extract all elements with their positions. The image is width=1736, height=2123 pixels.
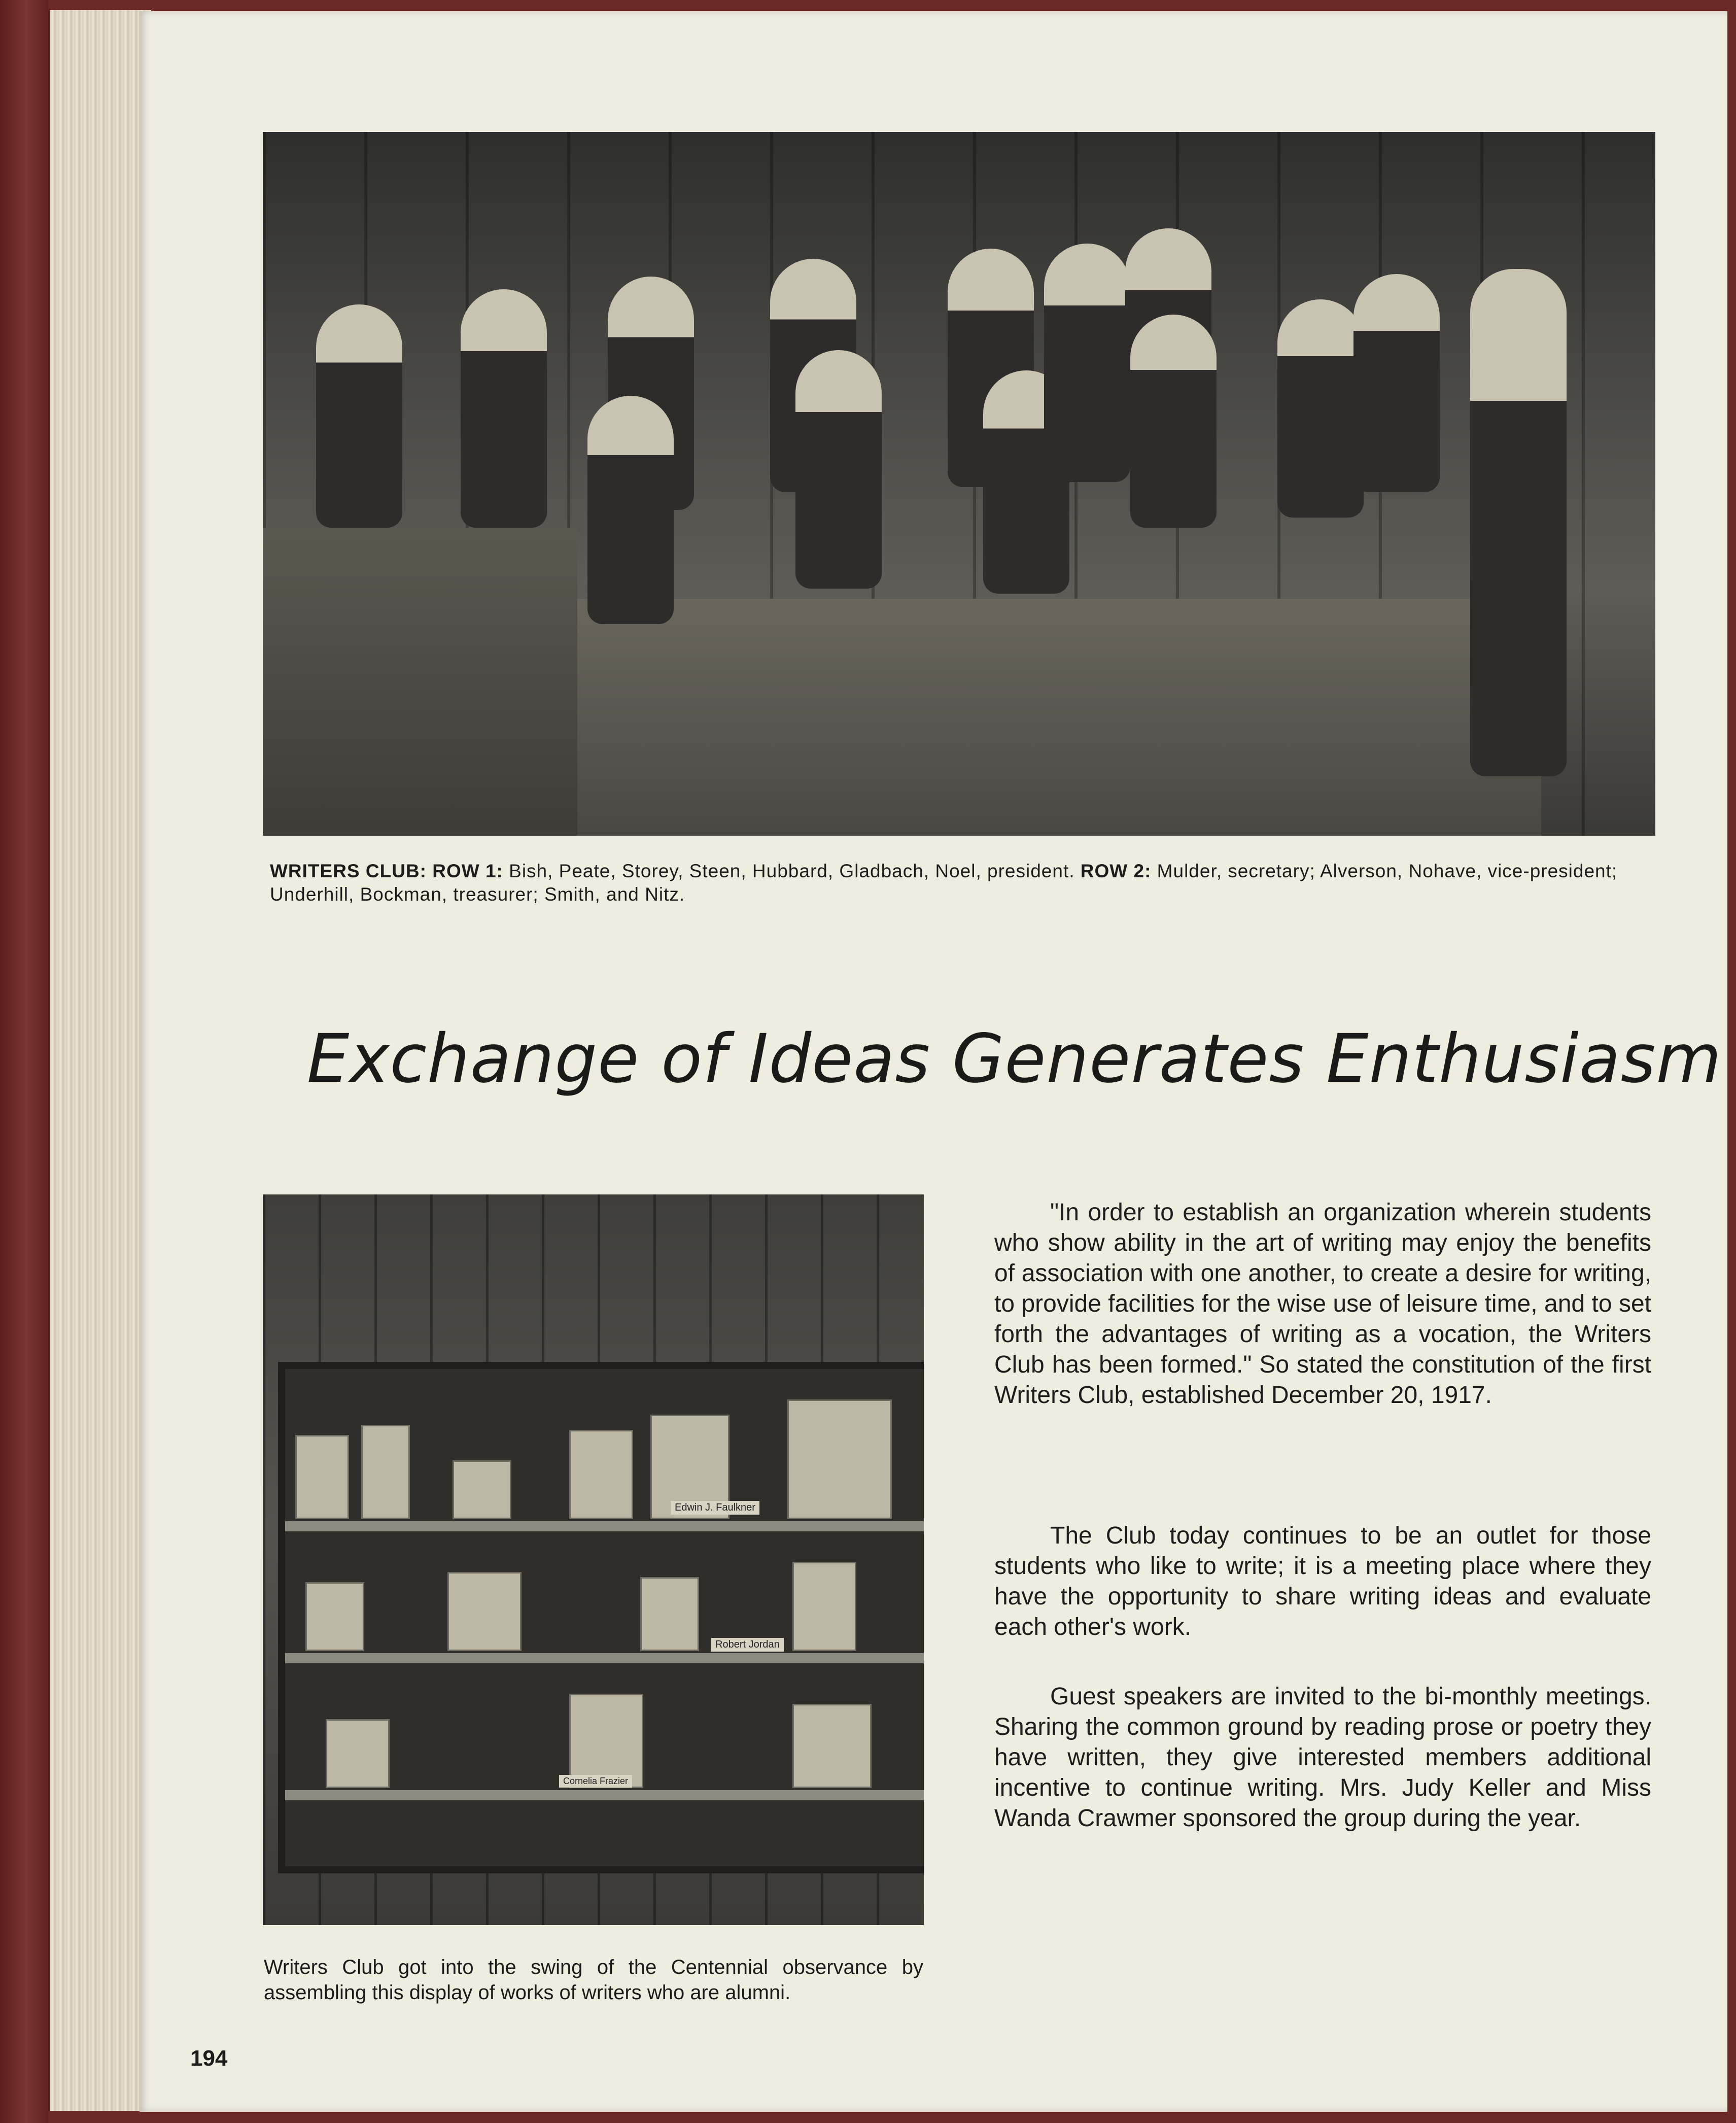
- book: [569, 1430, 633, 1519]
- body-paragraph: The Club today continues to be an outlet for those students who like to write; it is a meeting place where they have the opportunity to share writing ideas and evaluate each other's work.: [994, 1522, 1651, 1640]
- page-number: 194: [190, 2046, 228, 2071]
- page-edges: [48, 10, 151, 2111]
- display-label: Cornelia Frazier: [559, 1775, 632, 1788]
- student-figure: [1130, 315, 1217, 528]
- display-photo-caption: Writers Club got into the swing of the Centennial observance by assembling this display of works of writers who are alumni.: [264, 1956, 923, 2004]
- student-figure: [461, 289, 547, 528]
- book: [792, 1704, 872, 1788]
- writers-club-group-photo: [263, 132, 1655, 836]
- book: [453, 1460, 511, 1519]
- book: [361, 1425, 410, 1519]
- display-case: [278, 1362, 924, 1873]
- caption-row2-names: Mulder, secretary; Alverson, Nohave, vice-president; Underhill, Bockman, treasurer; Smith, and Nitz.: [270, 861, 1618, 905]
- book: [640, 1577, 699, 1651]
- caption-row2-label: ROW 2:: [1080, 861, 1152, 881]
- body-paragraph: "In order to establish an organization wherein students who show ability in the art of writing may enjoy the benefits of association with one another, to create a desire for writing, to provide facilities for the wise use of leisure time, and to set forth the advantages of writing as a vocation, the Writers Club has been formed." So stated the constitution of the first Writers Club, established December 20, 1917.: [994, 1199, 1651, 1409]
- alumni-writers-display-photo: [263, 1194, 924, 1925]
- student-figure: [795, 350, 882, 589]
- group-photo-caption: [270, 860, 1652, 906]
- student-figure: [1353, 274, 1440, 492]
- book: [792, 1562, 856, 1651]
- shelf: [285, 1653, 924, 1663]
- book: [787, 1399, 892, 1519]
- book: [569, 1694, 643, 1788]
- caption-row1-label: WRITERS CLUB: ROW 1:: [270, 861, 503, 881]
- body-paragraph: Guest speakers are invited to the bi-monthly meetings. Sharing the common ground by reading prose or poetry they have written, they give interested members additional incentive to continue writing. Mrs. Judy Keller and Miss Wanda Crawmer sponsored the group during the year.: [994, 1683, 1651, 1832]
- book: [326, 1719, 390, 1788]
- book: [305, 1582, 364, 1651]
- shelf: [285, 1521, 924, 1531]
- desk: [263, 528, 577, 836]
- book: [295, 1435, 349, 1519]
- display-label: Robert Jordan: [711, 1638, 784, 1652]
- book-cover-edge: [0, 0, 48, 2123]
- student-figure-standing: [1470, 269, 1567, 776]
- display-label: Edwin J. Faulkner: [671, 1501, 759, 1515]
- student-figure: [1277, 299, 1364, 518]
- student-figure: [316, 304, 402, 528]
- student-figure: [587, 396, 674, 624]
- page-headline: Exchange of Ideas Generates Enthusiasm: [307, 1020, 1722, 1098]
- shelf: [285, 1790, 924, 1800]
- caption-row1-names: Bish, Peate, Storey, Steen, Hubbard, Gladbach, Noel, president.: [503, 861, 1081, 881]
- desk: [577, 599, 1541, 836]
- student-figure: [1044, 244, 1130, 482]
- book: [447, 1572, 522, 1651]
- yearbook-page: [140, 11, 1727, 2112]
